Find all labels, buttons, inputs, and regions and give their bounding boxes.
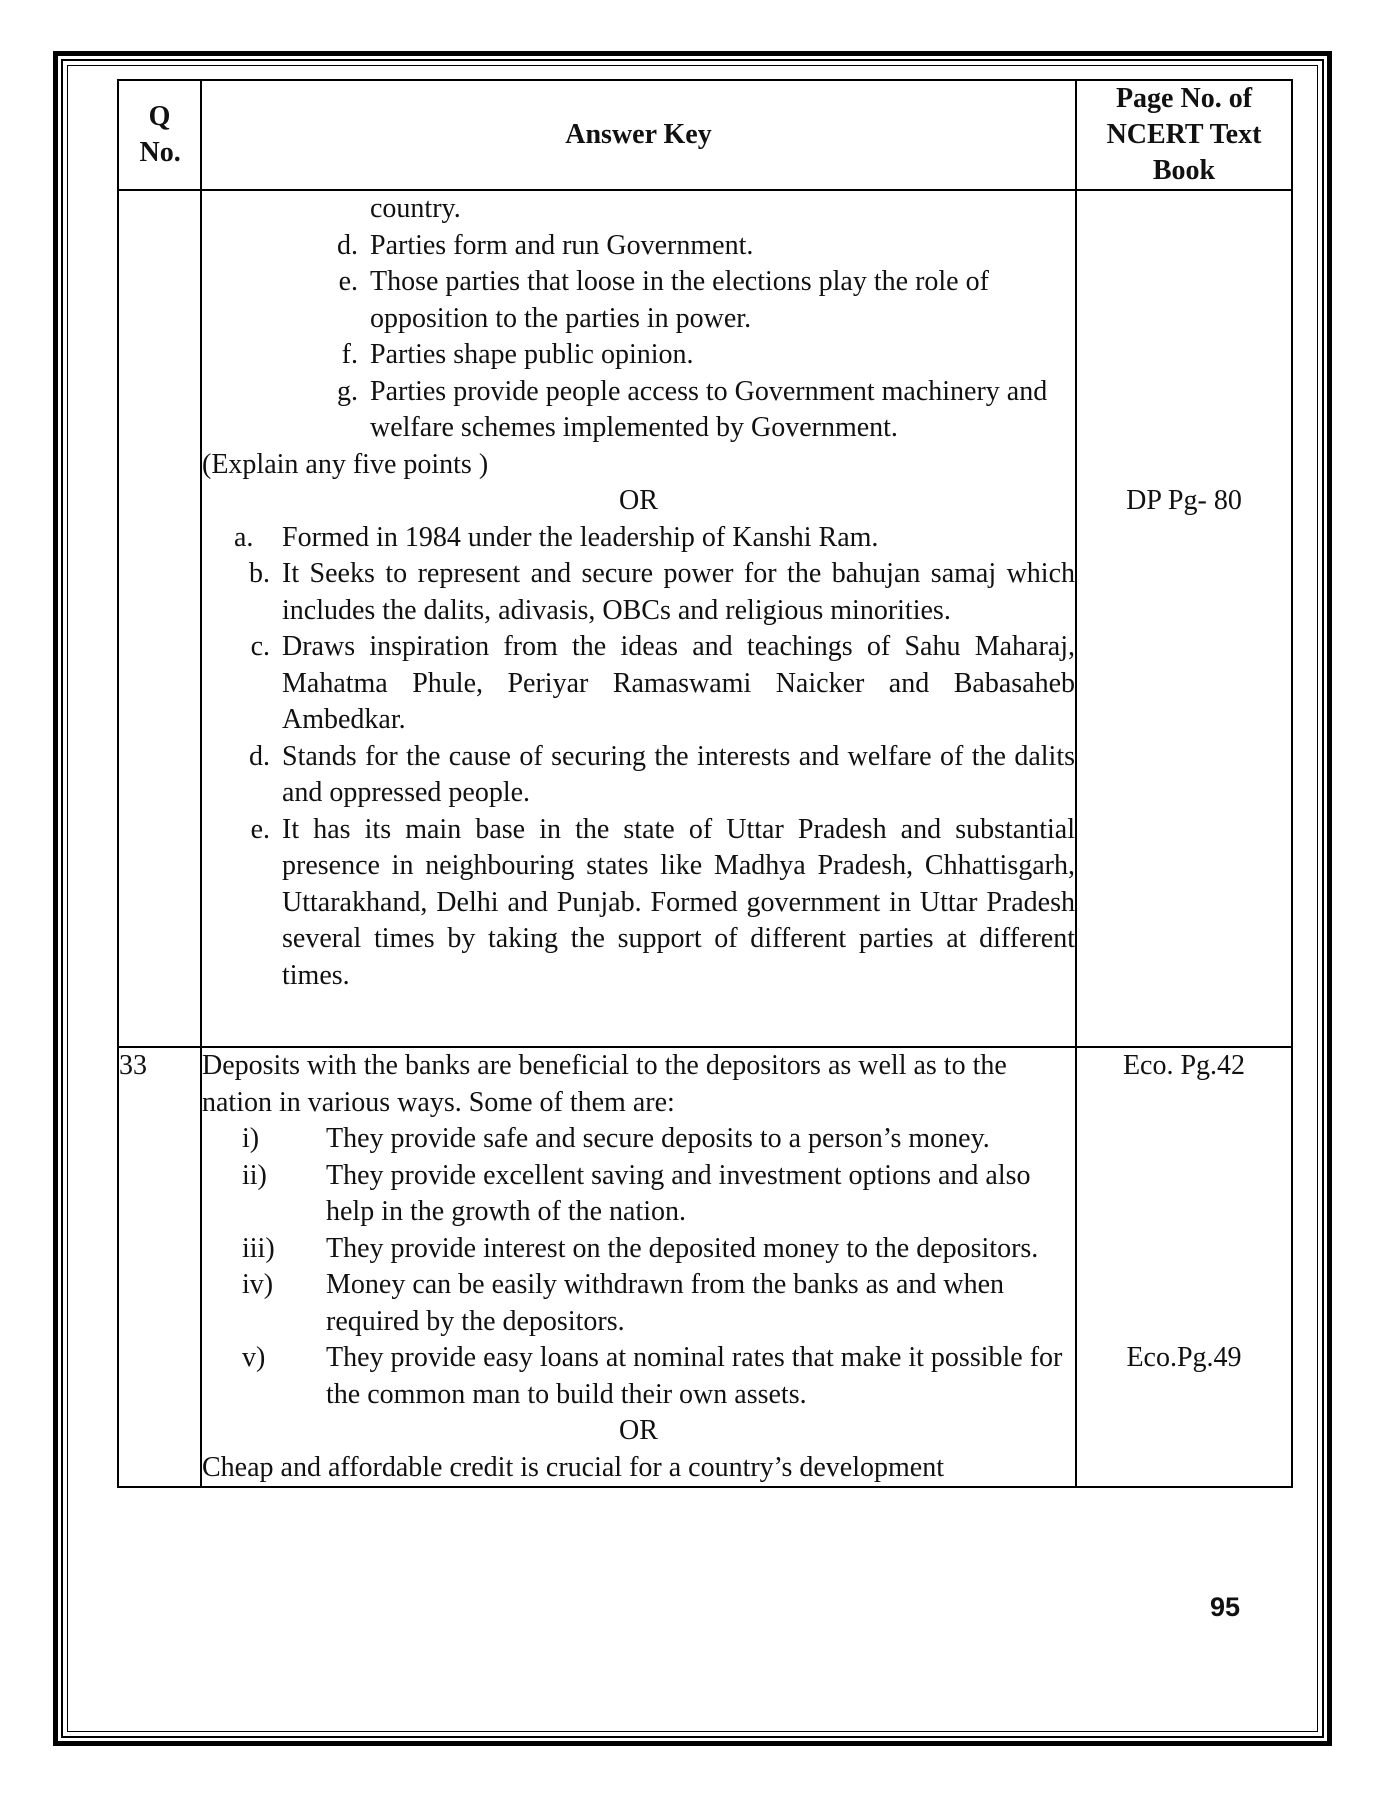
answer-cell: [201, 190, 1076, 1047]
q-number-cell: [118, 190, 201, 1047]
page-ref-text: Eco.Pg.49: [1126, 1342, 1242, 1373]
list-item: b. It Seeks to represent and secure power for the bahujan samaj which includes the dalits, adivasis, OBCs and religious minorities.: [249, 558, 1075, 626]
list-item: g. Parties provide people access to Government machinery and welfare schemes implemented by Government.: [337, 375, 1048, 443]
intro-text: Deposits with the banks are beneficial to the depositors as well as to the nation in various ways. Some of them are:: [202, 1050, 1007, 1118]
page-number: 95: [1209, 1592, 1240, 1622]
list-item: a. Formed in 1984 under the leadership of Kanshi Ram.: [234, 521, 879, 553]
continuation-text: country.: [370, 193, 461, 224]
page-ref-text: DP Pg- 80: [1126, 485, 1242, 516]
list-item: d. Stands for the cause of securing the interests and welfare of the dalits and oppressed people.: [249, 740, 1075, 808]
page-ref-cell: [1076, 190, 1292, 1047]
answer-cell: [201, 1047, 1076, 1487]
list-item: v) They provide easy loans at nominal rates that make it possible for the common man to build their own assets.: [242, 1342, 1063, 1410]
q-no-header: Q No.: [118, 80, 201, 190]
list-item: c. Draws inspiration from the ideas and teachings of Sahu Maharaj, Mahatma Phule, Periyar Ramaswami Naicker and Babasaheb Ambedkar.: [250, 631, 1075, 735]
list-item: f. Parties shape public opinion.: [341, 339, 694, 370]
table-row: [118, 190, 1292, 1047]
table-header-row: [118, 80, 1292, 190]
page-ref-cell: [1076, 1047, 1292, 1487]
or-separator: OR: [619, 1415, 658, 1446]
list-item: e. Those parties that loose in the elections play the role of opposition to the parties in power.: [338, 266, 989, 334]
list-item: e. It has its main base in the state of Uttar Pradesh and substantial presence in neighbouring states like Madhya Pradesh, Chhattisgarh, Uttarakhand, Delhi and Punjab. Formed government in Uttar Pradesh several times by taking the support of different parties at different times.: [250, 813, 1075, 991]
list-item: ii) They provide excellent saving and investment options and also help in the growth of the nation.: [242, 1159, 1031, 1227]
answer-key-table: [117, 79, 1293, 1488]
list-item: d. Parties form and run Government.: [337, 229, 754, 261]
table-row: [118, 1047, 1292, 1487]
continuation-text: Cheap and affordable credit is crucial for a country’s development: [202, 1451, 944, 1483]
answer-key-header: Answer Key: [201, 80, 1076, 190]
list-item: iii) They provide interest on the deposited money to the depositors.: [242, 1232, 1039, 1264]
instruction-note: (Explain any five points ): [202, 448, 489, 480]
page-ref-text: Eco. Pg.42: [1122, 1050, 1246, 1081]
page-ref-header: Page No. of NCERT Text Book: [1076, 80, 1292, 190]
list-item: i) They provide safe and secure deposits to a person’s money.: [242, 1123, 990, 1154]
or-separator: OR: [619, 485, 658, 516]
q-number-cell: 33: [118, 1047, 201, 1487]
list-item: iv) Money can be easily withdrawn from the banks as and when required by the depositors.: [242, 1269, 1005, 1337]
